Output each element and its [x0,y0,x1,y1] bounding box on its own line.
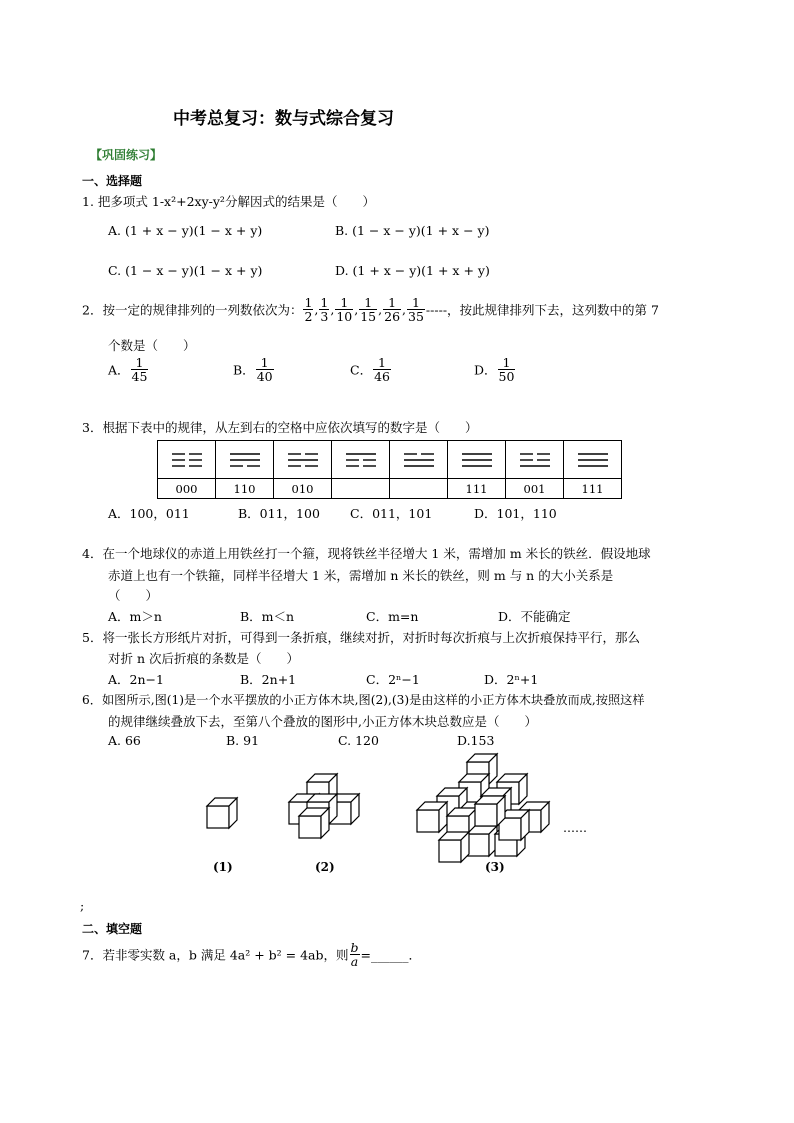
value-row [158,479,622,499]
sequence-term-3: $\frac{1}{10}$ [336,295,353,325]
question-1-option-d: D. (1 + x − y)(1 + x + y) [335,263,490,278]
trigram-symbol [403,451,435,469]
trigram-cell [216,441,274,479]
question-3-stem: 3．根据下表中的规律，从左到右的空格中应依次填写的数字是（ ） [82,420,478,435]
pattern-table [157,440,622,499]
question-2-line2: 个数是（ ） [108,338,196,353]
question-4-option-c: C．m=n [366,609,419,624]
trigram-symbol [287,451,319,469]
question-6-line1: 6．如图所示,图(1)是一个水平摆放的小正方体木块,图(2),(3)是由这样的小正方体木块叠放而成,按照这样 [82,693,645,707]
question-3-option-d: D．101，110 [474,506,557,521]
figure-1-cubes [207,798,237,828]
figure-1-label: (1) [213,860,233,874]
question-6-line2: 的规律继续叠放下去，至第八个叠放的图形中,小正方体木块总数应是（ ） [108,714,537,729]
trigram-cell [564,441,622,479]
value-cell: 010 [274,479,332,499]
trigram-symbol [345,451,377,469]
question-5-line1: 5．将一张长方形纸片对折，可得到一条折痕，继续对折，对折时每次折痕与上次折痕保持平行，那么 [82,630,640,645]
figure-2-label: (2) [315,860,335,874]
trigram-cell [506,441,564,479]
trigram-symbol [461,451,493,469]
question-2-lead: 2．按一定的规律排列的一列数依次为： [82,302,303,318]
trigram-cell [332,441,390,479]
question-7-lead: 7．若非零实数 a，b 满足 4a² + b² = 4ab，则 [82,947,349,963]
question-4-option-a: A．m＞n [108,609,162,624]
question-3-option-b: B．011，100 [238,506,320,521]
figure-3-label: (3) [485,860,505,874]
question-6-option-d: D.153 [457,733,495,748]
question-1-option-a: A. (1 + x − y)(1 − x + y) [108,223,263,238]
section-fill-heading: 二、填空题 [82,922,143,936]
value-cell: 110 [216,479,274,499]
value-cell: 001 [506,479,564,499]
question-5-option-c: C．2ⁿ−1 [366,672,420,687]
pattern-row [158,441,622,479]
question-1-option-c: C. (1 − x − y)(1 − x + y) [108,263,263,278]
question-2-tail: -----，按此规律排列下去，这列数中的第 7 [425,302,659,318]
question-4-line3: （ ） [108,588,159,603]
value-cell: 111 [564,479,622,499]
figure-ellipsis: …… [563,821,587,835]
question-4-line1: 4．在一个地球仪的赤道上用铁丝打一个箍，现将铁丝半径增大 1 米，需增加 m 米长的铁丝．假设地球 [82,546,651,561]
trigram-symbol [171,451,203,469]
question-6-option-b: B. 91 [226,733,260,748]
question-5-line2: 对折 n 次后折痕的条数是（ ） [108,651,299,666]
question-7 [82,941,421,968]
question-2-option-a: A． $\frac{1}{45}$ [108,355,148,385]
value-cell-blank [332,479,390,499]
question-2-option-d: D． $\frac{1}{50}$ [474,355,515,385]
question-4-option-d: D．不能确定 [498,609,571,624]
stray-mark: ; [80,898,85,913]
sequence-term-1: $\frac{1}{2}$ [304,295,313,325]
value-cell-blank [390,479,448,499]
question-3-option-a: A．100，011 [108,506,190,521]
trigram-symbol [577,451,609,469]
question-3-option-c: C．011，101 [350,506,433,521]
question-2-option-c: C． $\frac{1}{46}$ [350,355,390,385]
question-1-stem: 1. 把多项式 1-x²+2xy-y²分解因式的结果是（ ） [82,194,375,209]
question-7-blank: =______． [360,947,422,963]
section-practice-heading: 【巩固练习】 [90,148,163,162]
page-title: 中考总复习：数与式综合复习 [173,109,394,129]
question-1-option-b: B. (1 − x − y)(1 + x − y) [335,223,490,238]
cube-stacking-figure [195,750,615,880]
sequence-term-2: $\frac{1}{3}$ [320,295,329,325]
question-5-option-b: B．2n+1 [240,672,297,687]
question-5-option-d: D．2ⁿ+1 [484,672,539,687]
question-4-line2: 赤道上也有一个铁箍，同样半径增大 1 米，需增加 n 米长的铁丝，则 m 与 n 的大小关系是 [108,568,614,583]
trigram-symbol [519,451,551,469]
trigram-symbol [229,451,261,469]
question-2-stem: 2．按一定的规律排列的一列数依次为： $\frac{1}{2}$ , $\frac{1}{3}$ , $\frac{1}{10}$ , $\frac{1}{15}$ , $\frac{1}{26}$ , $\frac{1}{35}$ -----，按此规律排列下去，这列数中的第 7 [82,295,659,325]
value-cell: 000 [158,479,216,499]
sequence-term-6: $\frac{1}{35}$ [408,295,424,325]
trigram-cell [274,441,332,479]
sequence-term-4: $\frac{1}{15}$ [360,295,377,325]
question-4-option-b: B．m＜n [240,609,295,624]
question-2-option-b: B． $\frac{1}{40}$ [233,355,273,385]
trigram-cell [158,441,216,479]
value-cell: 111 [448,479,506,499]
figure-3-cubes [417,754,549,862]
question-6-option-c: C. 120 [338,733,379,748]
question-5-option-a: A．2n−1 [108,672,164,687]
trigram-cell [390,441,448,479]
trigram-cell [448,441,506,479]
figure-2-cubes [289,774,359,838]
question-6-option-a: A. 66 [108,733,141,748]
section-choice-heading: 一、选择题 [82,174,143,188]
question-7-fraction: $\frac{b}{a}$ [350,940,359,970]
sequence-term-5: $\frac{1}{26}$ [384,295,401,325]
